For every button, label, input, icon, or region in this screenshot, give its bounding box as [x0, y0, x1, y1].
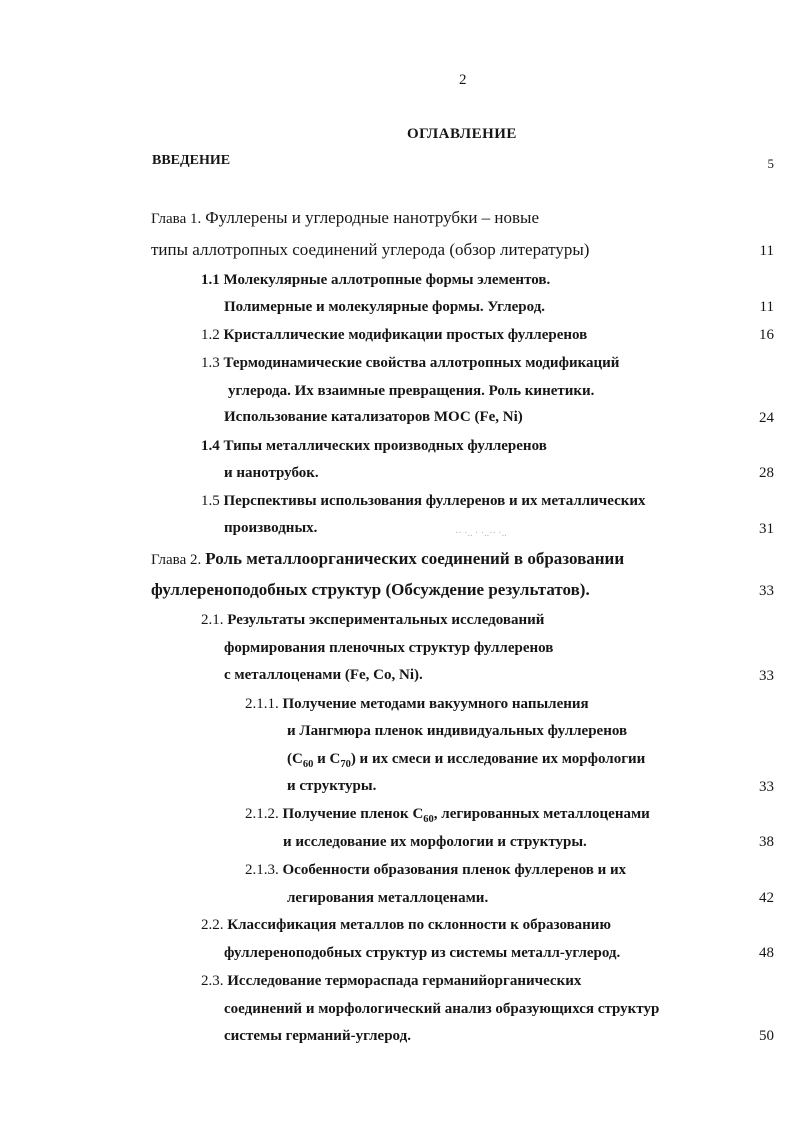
section-2-3-line-1: Исследование термораспада германийорганических: [227, 973, 582, 989]
section-1-2-page: 16: [759, 327, 774, 343]
section-1-2-line-1: Кристаллические модификации простых фуллеренов: [223, 327, 588, 343]
chapter-2-line-2: фуллереноподобных структур (Обсуждение результатов).: [151, 580, 590, 599]
section-1-4-line-1: Типы металлических производных фуллеренов: [223, 438, 547, 454]
section-2-1-3: [245, 862, 626, 879]
section-1-3-page: 24: [759, 410, 774, 426]
section-2-1-2-line-1a: Получение пленок C: [282, 806, 424, 822]
chapter-2-page: 33: [759, 583, 774, 599]
section-2-1-1-page: 33: [759, 779, 774, 795]
section-2-3: [201, 973, 581, 990]
chapter-1-line-2: типы аллотропных соединений углерода (обзор литературы): [151, 240, 590, 259]
section-1-5-number: 1.5: [201, 493, 220, 509]
scan-noise: ·· ·.. · ·..·· ·..: [455, 528, 507, 539]
section-2-1-2-line-1: [282, 806, 650, 825]
section-2-2-number: 2.2.: [201, 917, 224, 933]
section-1-4: [201, 438, 547, 455]
section-2-1: [201, 612, 544, 629]
chapter-1-line-1: Фуллерены и углеродные нанотрубки – новые: [205, 208, 540, 227]
section-2-1-1-line-3c: ) и их смеси и исследование их морфологии: [350, 751, 646, 767]
section-2-1-line-2: формирования пленочных структур фуллеренов: [224, 640, 554, 656]
section-1-3: [201, 355, 619, 372]
toc-intro-label: ВВЕДЕНИЕ: [152, 153, 231, 168]
section-2-2-line-1: Классификация металлов по склонности к образованию: [227, 917, 611, 933]
section-2-3-line-2: соединений и морфологический анализ образующихся структур: [224, 1001, 660, 1017]
section-2-1-line-1: Результаты экспериментальных исследований: [227, 612, 545, 628]
section-1-5-line-2: производных.: [224, 520, 318, 536]
section-1-5-line-1: Перспективы использования фуллеренов и их металлических: [223, 493, 646, 509]
section-2-1-3-line-2: легирования металлоценами.: [287, 890, 489, 906]
section-1-1-line-2: Полимерные и молекулярные формы. Углерод.: [224, 299, 546, 315]
section-1-5-page: 31: [759, 521, 774, 537]
section-1-3-line-2: углерода. Их взаимные превращения. Роль кинетики.: [228, 383, 595, 399]
c70-subscript: 70: [340, 759, 351, 770]
section-2-2-line-2: фуллереноподобных структур из системы металл-углерод.: [224, 945, 621, 961]
section-1-4-number: 1.4: [201, 438, 220, 454]
section-1-2-number: 1.2: [201, 327, 220, 343]
chapter-1-prefix: Глава 1.: [151, 211, 202, 227]
toc-title: ОГЛАВЛЕНИЕ: [407, 126, 517, 142]
section-1-1-line-1: Молекулярные аллотропные формы элементов.: [223, 272, 551, 288]
section-1-4-page: 28: [759, 465, 774, 481]
section-2-1-page: 33: [759, 668, 774, 684]
section-1-5: [201, 493, 646, 510]
section-1-1-page: 11: [759, 299, 774, 315]
section-2-1-1-line-3a: (C: [287, 751, 303, 767]
section-2-1-line-3: с металлоценами (Fe, Co, Ni).: [224, 667, 423, 683]
section-1-3-line-1: Термодинамические свойства аллотропных модификаций: [223, 355, 620, 371]
section-2-1-1-line-3b: и C: [313, 751, 341, 767]
section-2-1-1-line-3: [287, 751, 645, 770]
page-number: 2: [459, 72, 467, 88]
section-2-1-3-page: 42: [759, 890, 774, 906]
section-2-3-page: 50: [759, 1028, 774, 1044]
section-2-1-2-line-2: и исследование их морфологии и структуры.: [283, 834, 587, 850]
section-2-2: [201, 917, 611, 934]
section-2-1-2-number: 2.1.2.: [245, 806, 279, 822]
section-2-1-1-line-1: Получение методами вакуумного напыления: [282, 696, 589, 712]
section-2-1-number: 2.1.: [201, 612, 224, 628]
section-1-4-line-2: и нанотрубок.: [224, 465, 319, 481]
section-2-1-1: [245, 696, 589, 713]
chapter-1-page: 11: [759, 243, 774, 259]
toc-chapter-2: [151, 549, 624, 569]
section-2-1-2-line-1b: , легированных металлоценами: [433, 806, 650, 822]
toc-intro-page: 5: [767, 156, 774, 171]
c60-subscript: 60: [302, 759, 314, 770]
section-2-3-line-3: системы германий-углерод.: [224, 1028, 411, 1044]
section-2-1-1-number: 2.1.1.: [245, 696, 279, 712]
section-2-1-3-number: 2.1.3.: [245, 862, 279, 878]
section-2-1-3-line-1: Особенности образования пленок фуллеренов и их: [282, 862, 627, 878]
section-1-1: [201, 272, 550, 289]
toc-chapter-1: [151, 208, 539, 228]
chapter-2-prefix: Глава 2.: [151, 552, 202, 568]
section-2-1-1-line-4: и структуры.: [287, 778, 377, 794]
section-1-3-line-3: Использование катализаторов МОС (Fe, Ni): [224, 409, 523, 425]
section-2-1-1-line-2: и Лангмюра пленок индивидуальных фуллеренов: [287, 723, 628, 739]
chapter-2-line-1: Роль металлоорганических соединений в образовании: [205, 549, 625, 568]
section-2-2-page: 48: [759, 945, 774, 961]
section-1-2: [201, 327, 587, 344]
section-2-3-number: 2.3.: [201, 973, 224, 989]
section-1-1-number: 1.1: [201, 272, 220, 288]
section-2-1-2: [245, 806, 650, 825]
c60-subscript: 60: [423, 814, 434, 825]
section-2-1-2-page: 38: [759, 834, 774, 850]
section-1-3-number: 1.3: [201, 355, 220, 371]
